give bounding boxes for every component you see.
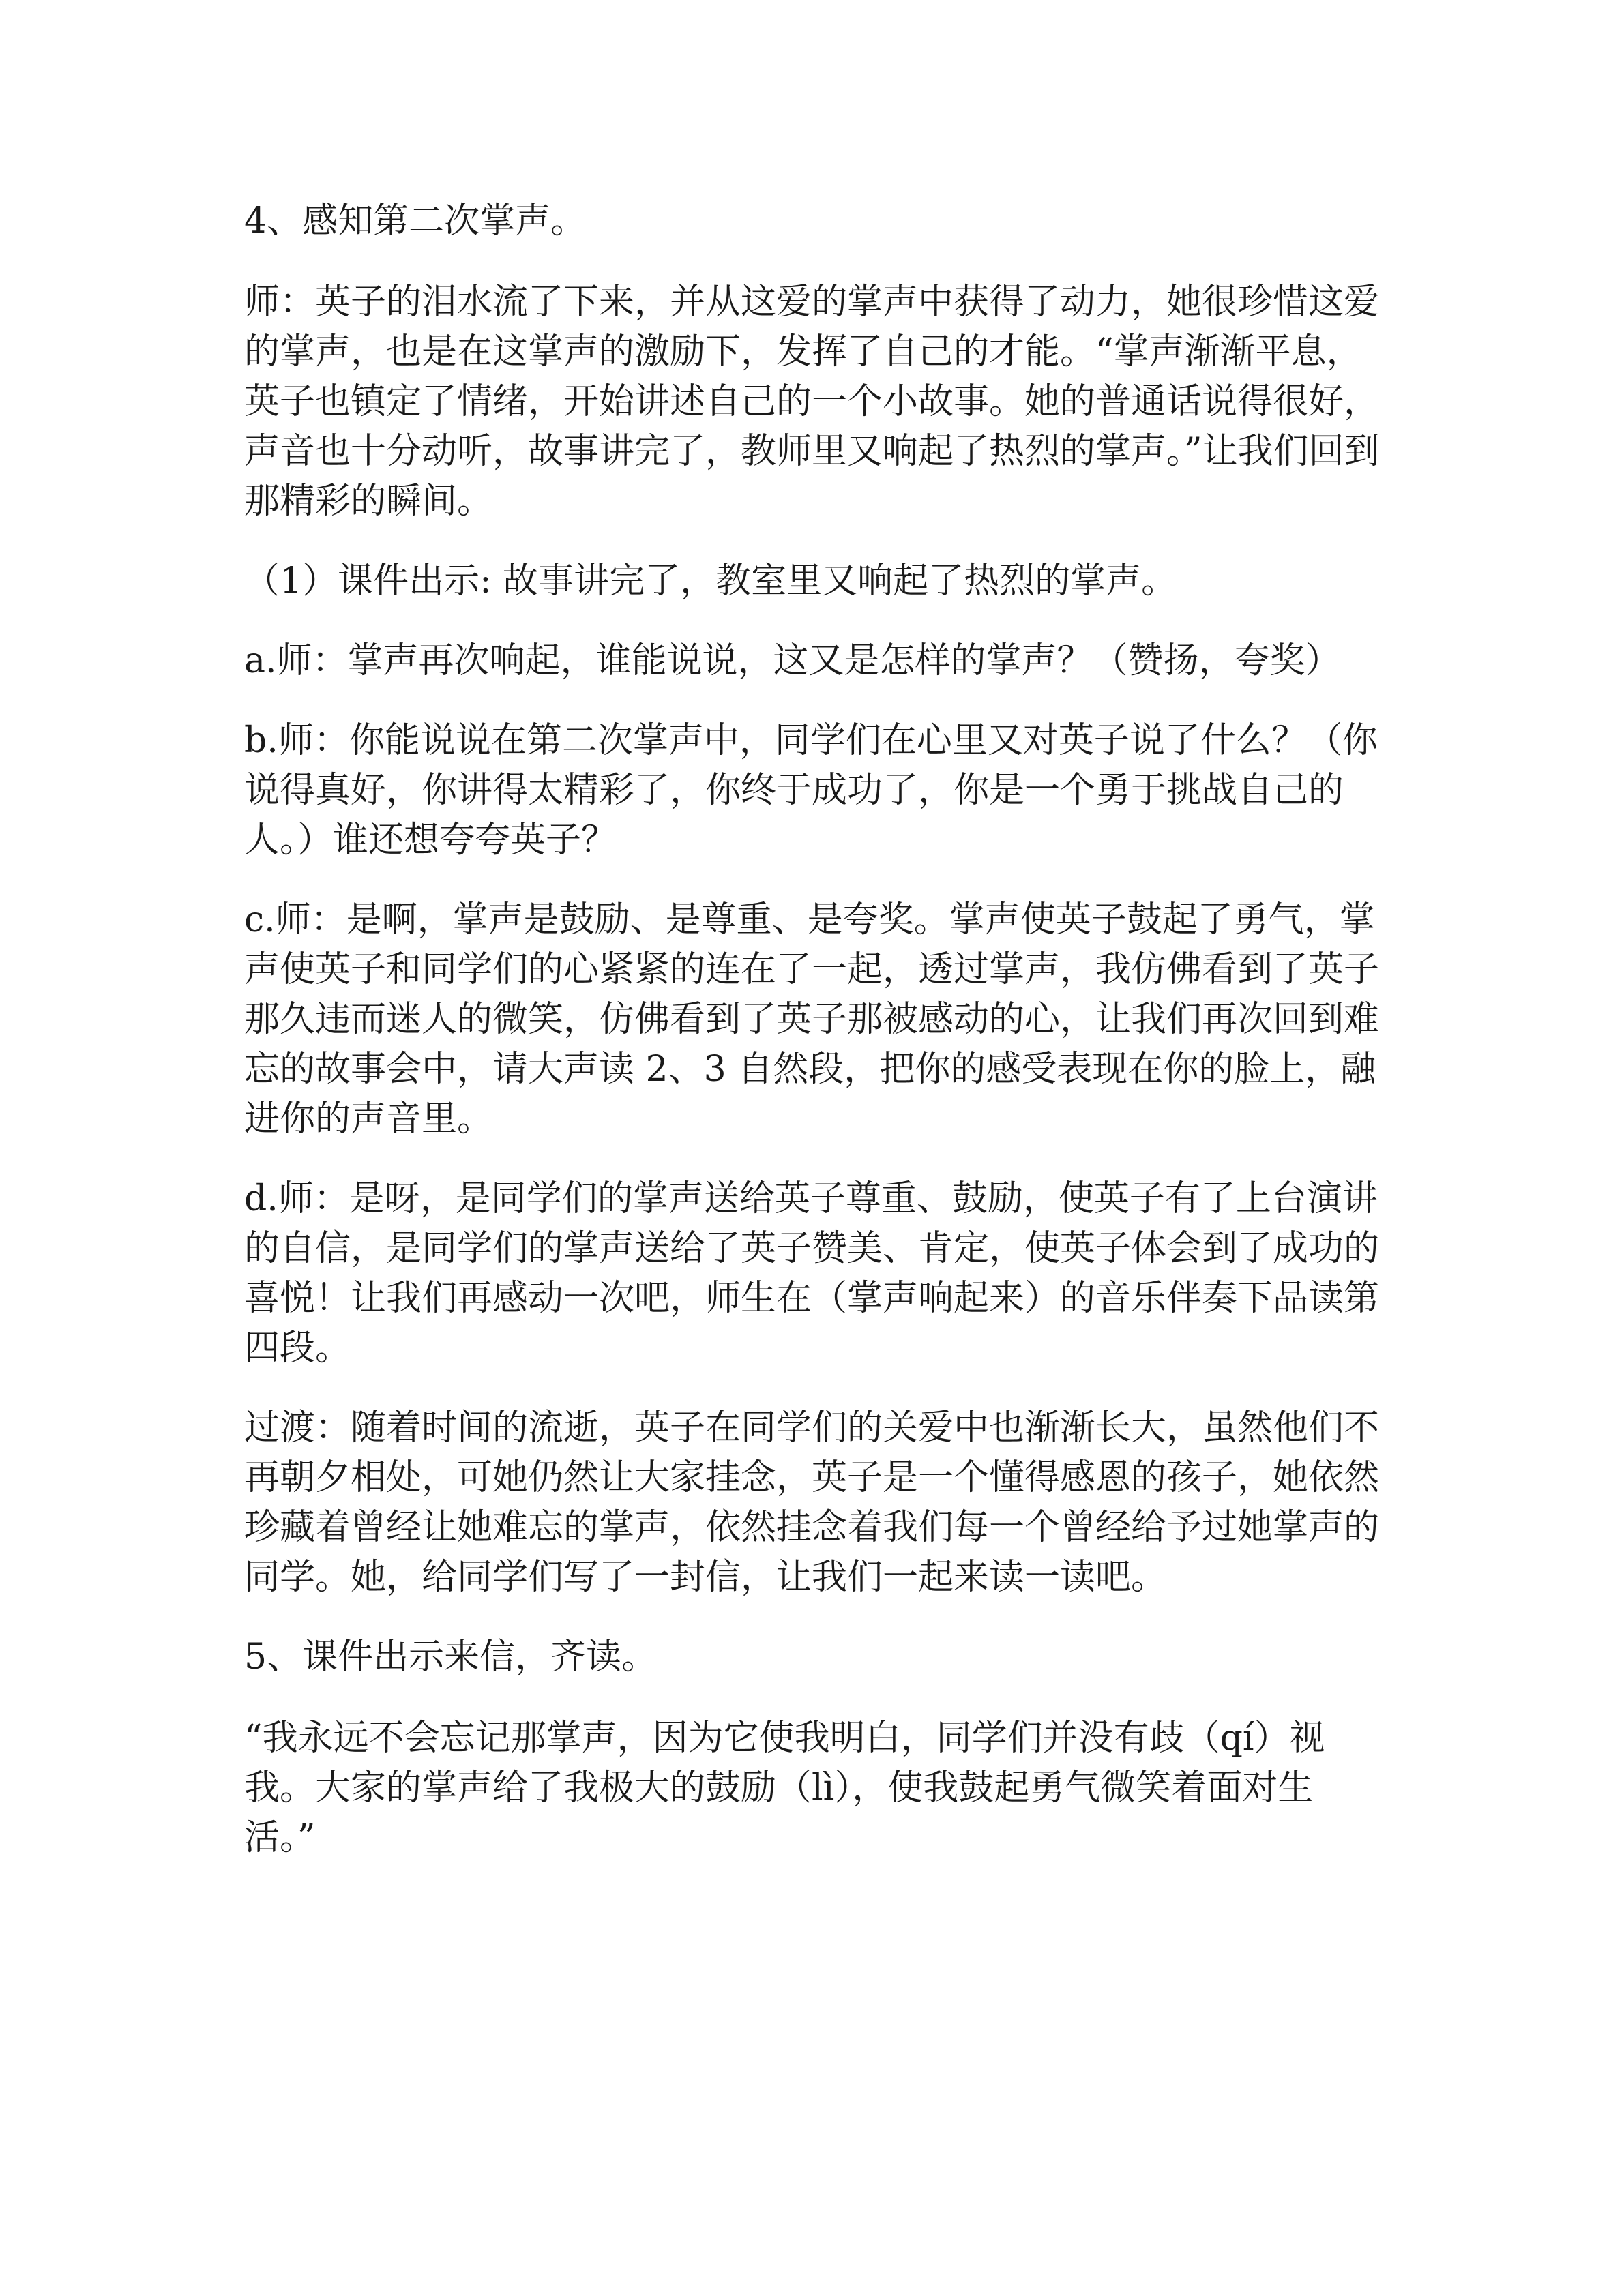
document-body xyxy=(244,196,1380,1893)
teacher-paragraph-c: c.师：是啊，掌声是鼓励、是尊重、是夸奖。掌声使英子鼓起了勇气，掌声使英子和同学们的心紧紧的连在了一起，透过掌声，我仿佛看到了英子那久违而迷人的微笑，仿佛看到了英子那被感动的心，让我们再次回到难忘的故事会中，请大声读 2、3 自然段，把你的感受表现在你的脸上，融进你的声音里。 xyxy=(244,899,1380,1139)
teacher-question-b: b.师：你能说说在第二次掌声中，同学们在心里又对英子说了什么？（你说得真好，你讲得太精彩了，你终于成功了，你是一个勇于挑战自己的人。）谁还想夸夸英子？ xyxy=(244,720,1378,861)
teacher-question-a: a.师：掌声再次响起，谁能说说，这又是怎样的掌声？（赞扬，夸奖） xyxy=(244,640,1341,681)
teacher-paragraph-intro: 师：英子的泪水流了下来，并从这爱的掌声中获得了动力，她很珍惜这爱的掌声，也是在这掌声的激励下，发挥了自己的才能。“掌声渐渐平息，英子也镇定了情绪，开始讲述自己的一个小故事。她的普通话说得很好，声音也十分动听，故事讲完了，教师里又响起了热烈的掌声。”让我们回到那精彩的瞬间。 xyxy=(244,282,1380,522)
transition-paragraph: 过渡：随着时间的流逝，英子在同学们的关爱中也渐渐长大，虽然他们不再朝夕相处，可她仍然让大家挂念，英子是一个懂得感恩的孩子，她依然珍藏着曾经让她难忘的掌声，依然挂念着我们每一个曾经给予过她掌声的同学。她，给同学们写了一封信，让我们一起来读一读吧。 xyxy=(244,1407,1380,1598)
section-heading-5: 5、课件出示来信，齐读。 xyxy=(244,1637,658,1678)
courseware-display-1: （1）课件出示: 故事讲完了，教室里又响起了热烈的掌声。 xyxy=(244,561,1177,601)
section-heading-4: 4、感知第二次掌声。 xyxy=(244,200,587,241)
teacher-paragraph-d: d.师：是呀，是同学们的掌声送给英子尊重、鼓励，使英子有了上台演讲的自信，是同学们的掌声送给了英子赞美、肯定，使英子体会到了成功的喜悦！让我们再感动一次吧，师生在（掌声响起来）的音乐伴奏下品读第四段。 xyxy=(244,1178,1380,1369)
letter-quote: “我永远不会忘记那掌声，因为它使我明白，同学们并没有歧（qí）视我。大家的掌声给了我极大的鼓励（lì），使我鼓起勇气微笑着面对生活。” xyxy=(244,1718,1325,1858)
